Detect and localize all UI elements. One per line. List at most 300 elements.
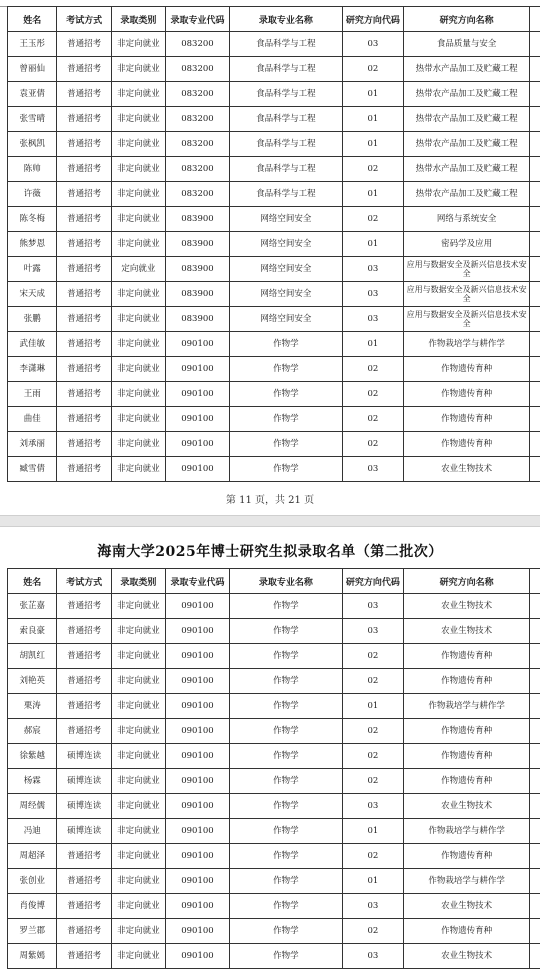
cell-direction-name: 作物栽培学与耕作学 <box>403 819 529 844</box>
cell-name: 张雪晴 <box>8 107 57 132</box>
header-major-name: 录取专业名称 <box>229 7 342 32</box>
cell-exam-method: 普通招考 <box>57 719 111 744</box>
cell-exam-method: 普通招考 <box>57 57 111 82</box>
cell-name: 杨霖 <box>8 769 57 794</box>
cell-exam-method: 普通招考 <box>57 669 111 694</box>
cell-direction-name: 应用与数据安全及新兴信息技术安全 <box>403 307 529 332</box>
cell-direction-code: 03 <box>342 894 403 919</box>
cell-major-code: 090100 <box>166 457 230 482</box>
cell-direction-code: 02 <box>342 407 403 432</box>
cell-direction-code: 02 <box>342 644 403 669</box>
table-row <box>8 332 540 357</box>
table-row <box>8 619 540 644</box>
cell-major-code: 090100 <box>166 407 230 432</box>
cell-direction-code: 03 <box>342 944 403 969</box>
cell-direction-code: 02 <box>342 157 403 182</box>
cell-direction-name: 农业生物技术 <box>403 894 529 919</box>
cell-name: 刘承丽 <box>8 432 57 457</box>
cell-exam-method: 普通招考 <box>57 694 111 719</box>
cell-major-code: 090100 <box>166 894 230 919</box>
cell-admission-category: 非定向就业 <box>111 669 165 694</box>
cell-major-code: 090100 <box>166 357 230 382</box>
cell-extra-column <box>530 869 540 894</box>
cell-admission-category: 非定向就业 <box>111 432 165 457</box>
cell-direction-name: 作物遗传育种 <box>403 432 529 457</box>
cell-name: 袁亚倩 <box>8 82 57 107</box>
cell-admission-category: 非定向就业 <box>111 619 165 644</box>
cell-direction-name: 热带农产品加工及贮藏工程 <box>403 82 529 107</box>
cell-admission-category: 非定向就业 <box>111 382 165 407</box>
cell-direction-name: 密码学及应用 <box>403 232 529 257</box>
cell-exam-method: 普通招考 <box>57 869 111 894</box>
table-row <box>8 157 540 182</box>
cell-major-code: 090100 <box>166 944 230 969</box>
cell-admission-category: 非定向就业 <box>111 357 165 382</box>
cell-direction-name: 作物遗传育种 <box>403 719 529 744</box>
cell-major-name: 作物学 <box>229 794 342 819</box>
cell-major-code: 090100 <box>166 432 230 457</box>
table-row <box>8 594 540 619</box>
cell-direction-code: 03 <box>342 282 403 307</box>
cell-major-name: 作物学 <box>229 457 342 482</box>
cell-name: 周经儒 <box>8 794 57 819</box>
table-row <box>8 744 540 769</box>
cell-name: 曲佳 <box>8 407 57 432</box>
cell-name: 叶露 <box>8 257 57 282</box>
cell-direction-name: 作物栽培学与耕作学 <box>403 332 529 357</box>
cell-extra-column <box>530 819 540 844</box>
cell-major-code: 090100 <box>166 619 230 644</box>
cell-major-name: 作物学 <box>229 357 342 382</box>
cell-extra-column <box>530 769 540 794</box>
table-row <box>8 894 540 919</box>
cell-extra-column <box>530 382 540 407</box>
cell-direction-code: 01 <box>342 132 403 157</box>
header-direction-code: 研究方向代码 <box>342 7 403 32</box>
cell-direction-code: 01 <box>342 107 403 132</box>
cell-name: 臧雪倩 <box>8 457 57 482</box>
cell-major-name: 作物学 <box>229 844 342 869</box>
cell-direction-code: 02 <box>342 669 403 694</box>
cell-direction-name: 热带水产品加工及贮藏工程 <box>403 157 529 182</box>
cell-name: 宋天成 <box>8 282 57 307</box>
cell-direction-code: 02 <box>342 382 403 407</box>
cell-exam-method: 普通招考 <box>57 382 111 407</box>
cell-exam-method: 普通招考 <box>57 894 111 919</box>
cell-direction-name: 农业生物技术 <box>403 594 529 619</box>
cell-exam-method: 硕博连读 <box>57 819 111 844</box>
cell-admission-category: 非定向就业 <box>111 844 165 869</box>
cell-major-code: 090100 <box>166 769 230 794</box>
cell-exam-method: 硕博连读 <box>57 744 111 769</box>
cell-name: 张鹏 <box>8 307 57 332</box>
cell-exam-method: 普通招考 <box>57 257 111 282</box>
cell-direction-code: 02 <box>342 844 403 869</box>
cell-direction-name: 农业生物技术 <box>403 794 529 819</box>
table-row <box>8 644 540 669</box>
cell-extra-column <box>530 257 540 282</box>
cell-admission-category: 非定向就业 <box>111 744 165 769</box>
cell-direction-code: 01 <box>342 332 403 357</box>
cell-direction-name: 作物遗传育种 <box>403 407 529 432</box>
header-major-code: 录取专业代码 <box>166 7 230 32</box>
cell-major-name: 食品科学与工程 <box>229 82 342 107</box>
cell-direction-code: 03 <box>342 32 403 57</box>
table-row <box>8 457 540 482</box>
cell-major-code: 083200 <box>166 132 230 157</box>
cell-name: 武佳敏 <box>8 332 57 357</box>
cell-exam-method: 普通招考 <box>57 132 111 157</box>
table-row <box>8 357 540 382</box>
cell-name: 熊梦恩 <box>8 232 57 257</box>
cell-direction-code: 03 <box>342 794 403 819</box>
table-row <box>8 719 540 744</box>
cell-admission-category: 非定向就业 <box>111 594 165 619</box>
cell-extra-column <box>530 132 540 157</box>
cell-name: 郝宸 <box>8 719 57 744</box>
cell-extra-column <box>530 694 540 719</box>
admission-table-page-11 <box>7 6 540 482</box>
cell-admission-category: 非定向就业 <box>111 407 165 432</box>
cell-direction-name: 作物遗传育种 <box>403 644 529 669</box>
page-separator <box>0 515 540 527</box>
cell-admission-category: 非定向就业 <box>111 307 165 332</box>
cell-direction-name: 作物栽培学与耕作学 <box>403 694 529 719</box>
cell-major-name: 网络空间安全 <box>229 307 342 332</box>
cell-major-code: 083900 <box>166 207 230 232</box>
cell-direction-name: 作物遗传育种 <box>403 844 529 869</box>
cell-direction-code: 02 <box>342 207 403 232</box>
cell-admission-category: 非定向就业 <box>111 107 165 132</box>
cell-exam-method: 普通招考 <box>57 457 111 482</box>
cell-exam-method: 普通招考 <box>57 332 111 357</box>
cell-direction-name: 热带水产品加工及贮藏工程 <box>403 57 529 82</box>
cell-admission-category: 非定向就业 <box>111 282 165 307</box>
cell-major-code: 083900 <box>166 282 230 307</box>
cell-exam-method: 普通招考 <box>57 207 111 232</box>
table-row <box>8 869 540 894</box>
table-row <box>8 944 540 969</box>
cell-direction-name: 热带农产品加工及贮藏工程 <box>403 107 529 132</box>
cell-direction-code: 01 <box>342 869 403 894</box>
cell-exam-method: 普通招考 <box>57 919 111 944</box>
cell-major-name: 作物学 <box>229 644 342 669</box>
header-major-code: 录取专业代码 <box>166 569 230 594</box>
cell-admission-category: 非定向就业 <box>111 157 165 182</box>
cell-exam-method: 普通招考 <box>57 157 111 182</box>
cell-direction-name: 作物遗传育种 <box>403 744 529 769</box>
cell-direction-name: 作物遗传育种 <box>403 669 529 694</box>
cell-major-code: 090100 <box>166 819 230 844</box>
cell-exam-method: 普通招考 <box>57 594 111 619</box>
cell-direction-code: 02 <box>342 57 403 82</box>
admission-table-page-12 <box>7 568 540 969</box>
header-name: 姓名 <box>8 7 57 32</box>
header-admission-category: 录取类别 <box>111 7 165 32</box>
cell-direction-name: 作物遗传育种 <box>403 769 529 794</box>
cell-extra-column <box>530 407 540 432</box>
cell-major-code: 090100 <box>166 332 230 357</box>
cell-admission-category: 非定向就业 <box>111 57 165 82</box>
table-row <box>8 694 540 719</box>
cell-exam-method: 普通招考 <box>57 182 111 207</box>
cell-major-name: 网络空间安全 <box>229 232 342 257</box>
cell-exam-method: 普通招考 <box>57 107 111 132</box>
cell-exam-method: 普通招考 <box>57 432 111 457</box>
cell-major-name: 作物学 <box>229 869 342 894</box>
cell-name: 许薇 <box>8 182 57 207</box>
cell-name: 李潇琳 <box>8 357 57 382</box>
cell-major-code: 090100 <box>166 719 230 744</box>
table-row <box>8 257 540 282</box>
cell-exam-method: 普通招考 <box>57 407 111 432</box>
cell-extra-column <box>530 82 540 107</box>
header-direction-name: 研究方向名称 <box>403 569 529 594</box>
cell-exam-method: 普通招考 <box>57 32 111 57</box>
cell-exam-method: 普通招考 <box>57 282 111 307</box>
cell-major-code: 083900 <box>166 307 230 332</box>
cell-direction-code: 02 <box>342 744 403 769</box>
cell-major-name: 网络空间安全 <box>229 207 342 232</box>
cell-direction-name: 作物栽培学与耕作学 <box>403 869 529 894</box>
cell-extra-column <box>530 157 540 182</box>
table-row <box>8 844 540 869</box>
cell-direction-name: 应用与数据安全及新兴信息技术安全 <box>403 257 529 282</box>
cell-major-name: 食品科学与工程 <box>229 107 342 132</box>
header-exam-method: 考试方式 <box>57 7 111 32</box>
table-row <box>8 919 540 944</box>
cell-direction-name: 农业生物技术 <box>403 944 529 969</box>
cell-name: 张创业 <box>8 869 57 894</box>
cell-name: 陈冬梅 <box>8 207 57 232</box>
cell-direction-code: 01 <box>342 694 403 719</box>
cell-major-code: 090100 <box>166 844 230 869</box>
cell-exam-method: 硕博连读 <box>57 769 111 794</box>
cell-major-name: 作物学 <box>229 669 342 694</box>
cell-direction-code: 01 <box>342 82 403 107</box>
cell-direction-name: 应用与数据安全及新兴信息技术安全 <box>403 282 529 307</box>
cell-extra-column <box>530 232 540 257</box>
cell-major-name: 食品科学与工程 <box>229 132 342 157</box>
cell-admission-category: 非定向就业 <box>111 232 165 257</box>
cell-major-name: 食品科学与工程 <box>229 182 342 207</box>
cell-name: 罗兰郡 <box>8 919 57 944</box>
cell-direction-name: 农业生物技术 <box>403 457 529 482</box>
cell-exam-method: 普通招考 <box>57 307 111 332</box>
cell-major-name: 作物学 <box>229 432 342 457</box>
cell-extra-column <box>530 619 540 644</box>
cell-extra-column <box>530 182 540 207</box>
cell-exam-method: 普通招考 <box>57 644 111 669</box>
cell-extra-column <box>530 207 540 232</box>
cell-direction-name: 网络与系统安全 <box>403 207 529 232</box>
cell-exam-method: 普通招考 <box>57 944 111 969</box>
cell-major-name: 食品科学与工程 <box>229 32 342 57</box>
cell-major-name: 作物学 <box>229 919 342 944</box>
table-row <box>8 207 540 232</box>
cell-major-name: 作物学 <box>229 819 342 844</box>
table-row <box>8 669 540 694</box>
cell-extra-column <box>530 894 540 919</box>
cell-major-name: 食品科学与工程 <box>229 157 342 182</box>
table-row <box>8 57 540 82</box>
cell-major-name: 网络空间安全 <box>229 257 342 282</box>
header-major-name: 录取专业名称 <box>229 569 342 594</box>
cell-major-code: 083900 <box>166 232 230 257</box>
cell-admission-category: 非定向就业 <box>111 132 165 157</box>
cell-name: 周紫嫣 <box>8 944 57 969</box>
cell-extra-column <box>530 644 540 669</box>
cell-admission-category: 非定向就业 <box>111 794 165 819</box>
cell-admission-category: 非定向就业 <box>111 944 165 969</box>
cell-major-code: 083200 <box>166 182 230 207</box>
cell-extra-column <box>530 844 540 869</box>
header-exam-method: 考试方式 <box>57 569 111 594</box>
cell-extra-column <box>530 594 540 619</box>
cell-major-code: 090100 <box>166 794 230 819</box>
cell-admission-category: 非定向就业 <box>111 207 165 232</box>
cell-name: 冯迪 <box>8 819 57 844</box>
cell-major-name: 作物学 <box>229 332 342 357</box>
cell-major-name: 作物学 <box>229 382 342 407</box>
cell-major-code: 083200 <box>166 57 230 82</box>
page-footer: 第 11 页，共 21 页 <box>0 491 540 506</box>
table-row <box>8 82 540 107</box>
cell-major-code: 083200 <box>166 107 230 132</box>
cell-admission-category: 非定向就业 <box>111 694 165 719</box>
cell-extra-column <box>530 944 540 969</box>
cell-exam-method: 普通招考 <box>57 619 111 644</box>
table-row <box>8 232 540 257</box>
cell-major-name: 作物学 <box>229 769 342 794</box>
cell-admission-category: 非定向就业 <box>111 182 165 207</box>
table-row <box>8 769 540 794</box>
cell-direction-name: 热带农产品加工及贮藏工程 <box>403 132 529 157</box>
cell-name: 肖俊博 <box>8 894 57 919</box>
cell-extra-column <box>530 332 540 357</box>
cell-extra-column <box>530 357 540 382</box>
cell-admission-category: 非定向就业 <box>111 82 165 107</box>
cell-major-name: 作物学 <box>229 944 342 969</box>
cell-extra-column <box>530 57 540 82</box>
cell-extra-column <box>530 457 540 482</box>
cell-major-name: 作物学 <box>229 894 342 919</box>
header-direction-code: 研究方向代码 <box>342 569 403 594</box>
cell-name: 陈帅 <box>8 157 57 182</box>
cell-exam-method: 普通招考 <box>57 357 111 382</box>
cell-direction-code: 01 <box>342 232 403 257</box>
cell-admission-category: 非定向就业 <box>111 457 165 482</box>
cell-name: 张芷嘉 <box>8 594 57 619</box>
cell-admission-category: 非定向就业 <box>111 32 165 57</box>
cell-exam-method: 普通招考 <box>57 82 111 107</box>
cell-direction-name: 作物遗传育种 <box>403 382 529 407</box>
cell-major-name: 作物学 <box>229 744 342 769</box>
cell-major-code: 090100 <box>166 669 230 694</box>
cell-exam-method: 普通招考 <box>57 844 111 869</box>
cell-extra-column <box>530 669 540 694</box>
table-row <box>8 32 540 57</box>
cell-name: 徐紫越 <box>8 744 57 769</box>
cell-name: 王雨 <box>8 382 57 407</box>
cell-major-name: 作物学 <box>229 719 342 744</box>
cell-direction-code: 01 <box>342 182 403 207</box>
table-row <box>8 407 540 432</box>
table-row <box>8 182 540 207</box>
table-row <box>8 132 540 157</box>
cell-direction-code: 03 <box>342 594 403 619</box>
cell-direction-code: 02 <box>342 719 403 744</box>
cell-extra-column <box>530 744 540 769</box>
cell-direction-code: 02 <box>342 769 403 794</box>
cell-direction-name: 食品质量与安全 <box>403 32 529 57</box>
cell-major-name: 作物学 <box>229 594 342 619</box>
cell-direction-name: 热带农产品加工及贮藏工程 <box>403 182 529 207</box>
cell-admission-category: 非定向就业 <box>111 894 165 919</box>
cell-major-code: 090100 <box>166 594 230 619</box>
header-direction-name: 研究方向名称 <box>403 7 529 32</box>
header-extra-column <box>530 7 540 32</box>
cell-major-name: 食品科学与工程 <box>229 57 342 82</box>
cell-name: 周超泽 <box>8 844 57 869</box>
cell-direction-code: 03 <box>342 307 403 332</box>
cell-admission-category: 非定向就业 <box>111 819 165 844</box>
cell-name: 王玉彤 <box>8 32 57 57</box>
cell-admission-category: 非定向就业 <box>111 869 165 894</box>
cell-direction-name: 作物遗传育种 <box>403 919 529 944</box>
table-row <box>8 382 540 407</box>
cell-direction-name: 作物遗传育种 <box>403 357 529 382</box>
cell-extra-column <box>530 107 540 132</box>
cell-direction-name: 农业生物技术 <box>403 619 529 644</box>
cell-name: 栗涛 <box>8 694 57 719</box>
page-title: 海南大学2025年博士研究生拟录取名单（第二批次） <box>0 541 540 561</box>
cell-direction-code: 02 <box>342 432 403 457</box>
header-name: 姓名 <box>8 569 57 594</box>
cell-major-code: 083200 <box>166 82 230 107</box>
cell-major-code: 083900 <box>166 257 230 282</box>
cell-major-code: 090100 <box>166 644 230 669</box>
cell-major-code: 090100 <box>166 919 230 944</box>
table-header-row <box>8 569 540 594</box>
table-row <box>8 794 540 819</box>
cell-name: 刘艳英 <box>8 669 57 694</box>
cell-name: 张枫凯 <box>8 132 57 157</box>
cell-direction-code: 02 <box>342 919 403 944</box>
cell-extra-column <box>530 32 540 57</box>
cell-admission-category: 非定向就业 <box>111 332 165 357</box>
cell-extra-column <box>530 307 540 332</box>
cell-direction-code: 03 <box>342 619 403 644</box>
cell-major-name: 作物学 <box>229 619 342 644</box>
cell-extra-column <box>530 919 540 944</box>
header-extra-column <box>530 569 540 594</box>
cell-extra-column <box>530 719 540 744</box>
cell-major-name: 作物学 <box>229 407 342 432</box>
table-header-row <box>8 7 540 32</box>
cell-major-code: 090100 <box>166 382 230 407</box>
cell-major-name: 网络空间安全 <box>229 282 342 307</box>
table-row <box>8 307 540 332</box>
cell-major-code: 090100 <box>166 744 230 769</box>
header-admission-category: 录取类别 <box>111 569 165 594</box>
cell-exam-method: 硕博连读 <box>57 794 111 819</box>
table-row <box>8 432 540 457</box>
cell-major-name: 作物学 <box>229 694 342 719</box>
cell-name: 曾丽仙 <box>8 57 57 82</box>
cell-direction-code: 03 <box>342 457 403 482</box>
cell-major-code: 083200 <box>166 157 230 182</box>
